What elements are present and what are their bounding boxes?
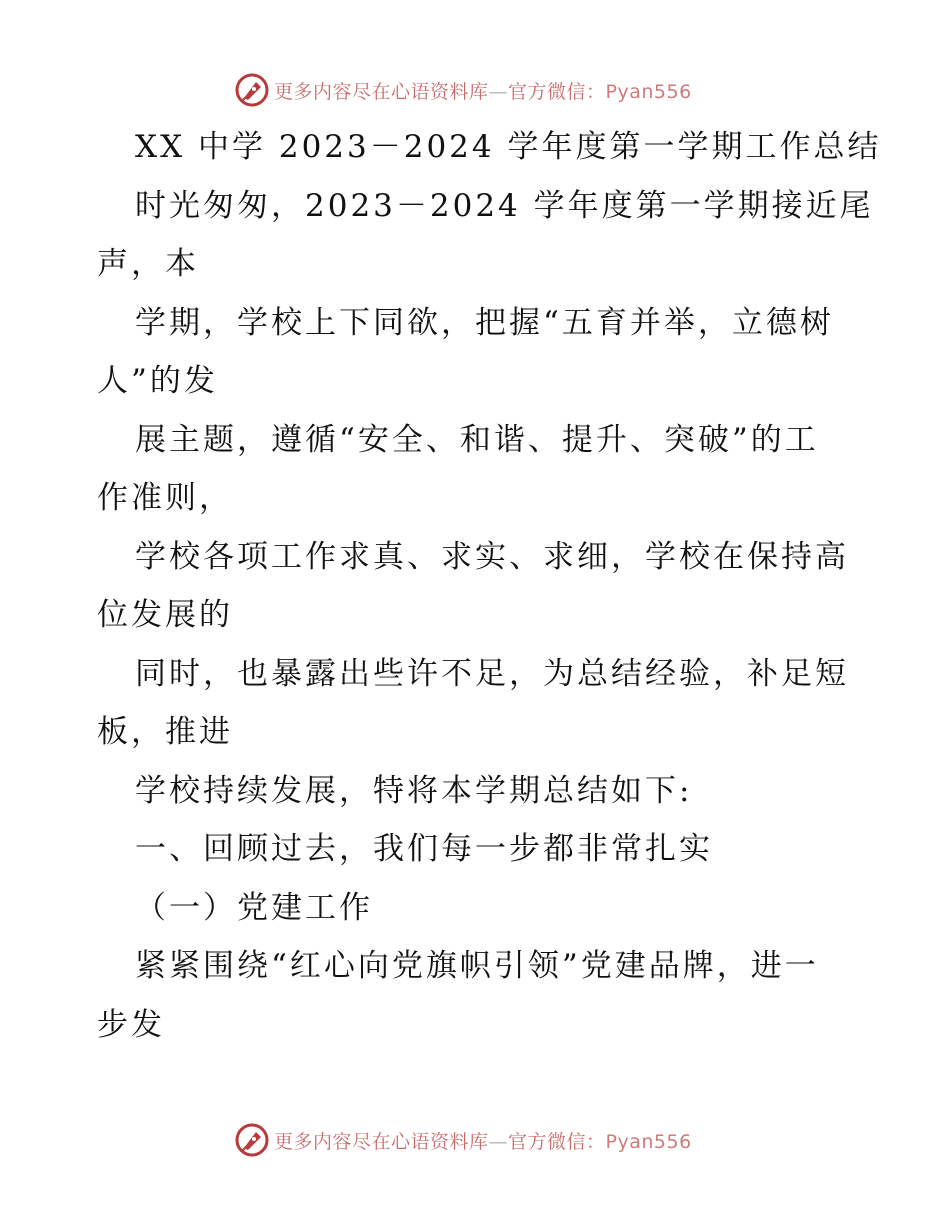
pen-nib-logo-icon — [234, 1122, 270, 1158]
watermark-contact: 官方微信： — [508, 80, 606, 103]
watermark-separator: — — [488, 80, 509, 103]
paragraph-line: 人”的发 — [97, 363, 218, 399]
document-title: XX 中学 2023－2024 学年度第一学期工作总结 — [135, 129, 882, 165]
paragraph-line: 声，本 — [97, 246, 199, 282]
paragraph-line: 学期，学校上下同欲，把握“五育并举，立德树 — [135, 304, 834, 341]
section-heading: 一、回顾过去，我们每一步都非常扎实 — [135, 831, 713, 867]
paragraph-line: 时光匆匆，2023－2024 学年度第一学期接近尾 — [135, 187, 874, 224]
watermark-contact: 官方微信： — [508, 1130, 606, 1153]
footer-watermark — [234, 1120, 714, 1160]
paragraph-line: 步发 — [97, 1006, 165, 1043]
paragraph-line: 展主题，遵循“安全、和谐、提升、突破”的工 — [135, 421, 819, 458]
pen-nib-logo-icon — [234, 72, 270, 108]
watermark-text — [274, 77, 692, 104]
watermark-wechat-id: Pyan556 — [605, 80, 692, 103]
header-watermark — [234, 70, 714, 110]
paragraph-line: 位发展的 — [97, 597, 233, 633]
paragraph-line: 同时，也暴露出些许不足，为总结经验，补足短 — [135, 655, 849, 692]
watermark-brand: 更多内容尽在心语资料库 — [274, 80, 489, 103]
paragraph-line: 紧紧围绕“红心向党旗帜引领”党建品牌，进一 — [135, 948, 819, 984]
paragraph-line: 板，推进 — [97, 714, 233, 750]
paragraph-line: 学校各项工作求真、求实、求细，学校在保持高 — [135, 538, 849, 575]
watermark-separator: — — [488, 1130, 509, 1153]
watermark-text — [274, 1127, 692, 1154]
watermark-wechat-id: Pyan556 — [605, 1130, 692, 1153]
subsection-heading: （一）党建工作 — [135, 889, 373, 926]
watermark-brand: 更多内容尽在心语资料库 — [274, 1130, 489, 1153]
document-body — [97, 118, 882, 1054]
paragraph-line: 作准则， — [97, 480, 233, 516]
paragraph-line: 学校持续发展，特将本学期总结如下: — [135, 772, 693, 809]
